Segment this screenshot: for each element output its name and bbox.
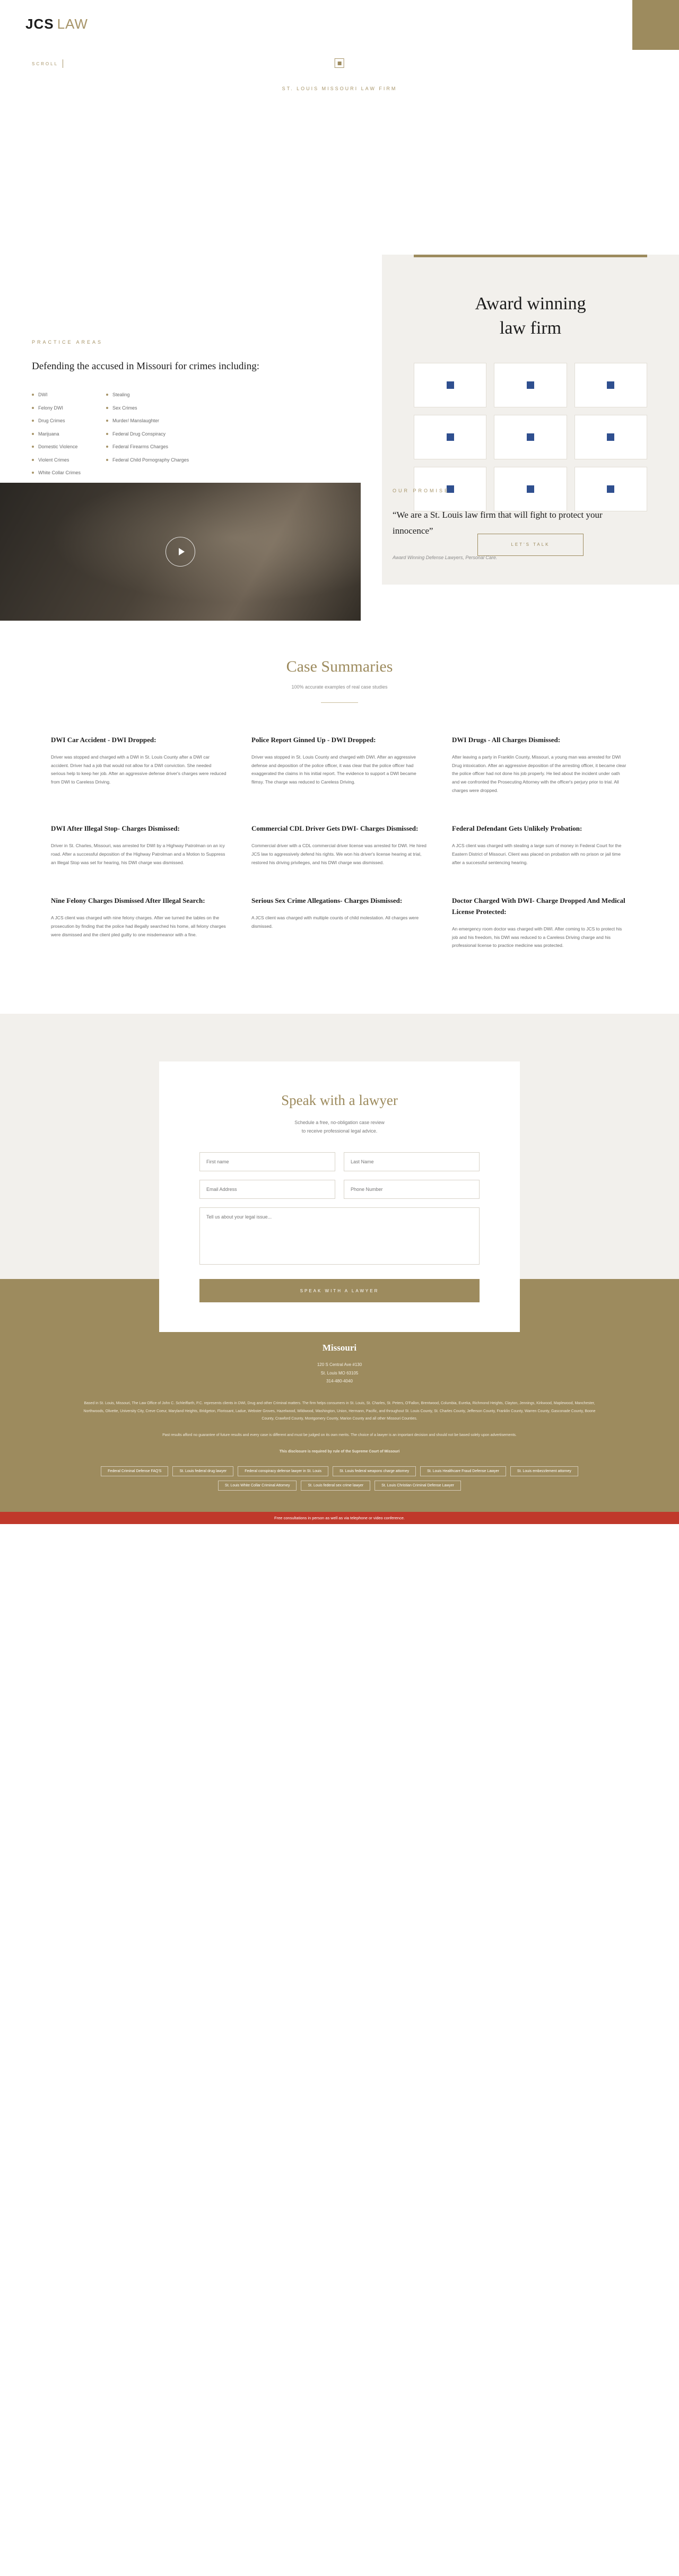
case-item bbox=[452, 823, 628, 867]
footer-disclaimer-one: Based in St. Louis, Missouri, The Law Office of John C. Schleiffarth, P.C. represents clients in DWI, Drug and other Criminal matters. The firm helps consumers in St. Louis, St. Charles, St. Peters, O'Fallon, Brentwood, Columbia, Eureka, Richmond Heights, Clayton, Jennings, Kirkwood, Maplewood, Manchester, Northwoods, Olivette, University City, Creve Coeur, Maryland Heights, Bridgeton, Florissant, Ladue, Webster Groves, Hazelwood, Wildwood, Washington, Union, Hermann, Pacific, and throughout St. Louis County, St. Charles County, Jefferson County, Franklin County, Warren County, Gasconade County, Boone County, Crawford County, Montgomery County, Marion County and all other Missouri Counties. bbox=[83, 1402, 596, 1421]
site-logo[interactable] bbox=[25, 16, 88, 32]
award-title-line1: Award winning bbox=[475, 294, 586, 314]
footer-disclaimer-bold: This disclosure is required by rule of the Supreme Court of Missouri bbox=[279, 1449, 400, 1454]
contact-subtitle-line1: Schedule a free, no-obligation case review bbox=[294, 1120, 385, 1126]
scroll-label: SCROLL bbox=[32, 61, 59, 66]
logo-secondary: LAW bbox=[57, 16, 88, 32]
lets-talk-button[interactable]: LET'S TALK bbox=[477, 534, 584, 556]
case-item bbox=[452, 895, 628, 950]
contact-section bbox=[0, 1014, 679, 1524]
footer-tag[interactable]: St. Louis Christian Criminal Defense Lawyer bbox=[375, 1481, 461, 1491]
badge-seal-icon bbox=[607, 433, 614, 441]
decorative-gold-block bbox=[632, 0, 679, 50]
case-title: Doctor Charged With DWI- Charge Dropped And Medical License Protected: bbox=[452, 897, 625, 916]
contact-card bbox=[159, 1061, 520, 1332]
footer-state: Missouri bbox=[322, 1343, 357, 1353]
contact-form bbox=[199, 1152, 480, 1302]
case-body: Commercial driver with a CDL commercial driver license was arrested for DWI. He hired JCS law to aggressively defend his rights. We won his driver's license hearing at trial, restored his driving privileges, and his DWI charge was dismissed. bbox=[251, 843, 426, 865]
practice-item[interactable]: Federal Child Pornography Charges bbox=[106, 457, 189, 464]
badge-seal-icon bbox=[447, 433, 454, 441]
practice-eyebrow: PRACTICE AREAS bbox=[32, 340, 103, 345]
cases-title: Case Summaries bbox=[286, 658, 393, 675]
practice-item[interactable]: Marijuana bbox=[32, 431, 81, 438]
footer-tag[interactable]: St. Louis Healthcare Fraud Defense Lawyer bbox=[420, 1466, 506, 1476]
award-badge bbox=[414, 363, 486, 407]
case-body: A JCS client was charged with stealing a large sum of money in Federal Court for the Eastern District of Missouri. Client was placed on probation with no prison or jail time after a successful sentencing hearing. bbox=[452, 843, 622, 865]
submit-button[interactable]: SPEAK WITH A LAWYER bbox=[199, 1279, 480, 1302]
award-badge bbox=[494, 415, 567, 459]
award-badge bbox=[574, 415, 647, 459]
case-title: Serious Sex Crime Allegations- Charges Dismissed: bbox=[251, 897, 403, 905]
footer-tag[interactable]: St. Louis federal sex crime lawyer bbox=[301, 1481, 370, 1491]
contact-subtitle bbox=[199, 1118, 480, 1135]
case-item bbox=[251, 735, 428, 795]
footer-tag[interactable]: Federal conspiracy defense lawyer in St. Louis bbox=[238, 1466, 328, 1476]
badge-seal-icon bbox=[527, 433, 534, 441]
promise-quote: “We are a St. Louis law firm that will fight to protect your innocence” bbox=[393, 510, 603, 536]
firm-tagline: ST. LOUIS MISSOURI LAW FIRM bbox=[282, 86, 397, 91]
footer-address bbox=[80, 1361, 599, 1385]
practice-item[interactable]: DWI bbox=[32, 391, 81, 399]
footer-tag[interactable]: Federal Criminal Defense FAQ'S bbox=[101, 1466, 168, 1476]
badge-seal-icon bbox=[607, 381, 614, 389]
case-title: DWI After Illegal Stop- Charges Dismissed: bbox=[51, 824, 180, 833]
video-promise-row bbox=[0, 483, 679, 621]
phone-input[interactable] bbox=[344, 1180, 480, 1199]
award-badge bbox=[494, 363, 567, 407]
footer-tag[interactable]: St. Louis embezzlement attorney bbox=[510, 1466, 578, 1476]
practice-item[interactable]: Federal Firearms Charges bbox=[106, 443, 189, 451]
award-badge bbox=[414, 415, 486, 459]
practice-item[interactable]: Federal Drug Conspiracy bbox=[106, 431, 189, 438]
address-line-1: 120 S Central Ave #130 bbox=[317, 1362, 362, 1368]
case-body: Driver was stopped in St. Louis County and charged with DWI. After an aggressive defense and deposition of the police officer, it was clear that the police officer had exaggerated the claims in his initial report. The evidence to support a DWI became flimsy. The charge was reduced to Careless Driving. bbox=[251, 754, 416, 785]
award-title bbox=[414, 292, 647, 341]
case-body: After leaving a party in Franklin County, Missouri, a young man was arrested for DWI Drug intoxication. After an aggressive deposition of the arresting officer, it became clear the police officer had not done his job properly. He lied about the incident under oath and we confronted the Prosecuting Attorney with the officer's perjury prior to trial. All charges were dropped. bbox=[452, 754, 626, 793]
practice-item[interactable]: Domestic Violence bbox=[32, 443, 81, 451]
practice-list-column-two bbox=[106, 391, 189, 483]
case-grid bbox=[0, 735, 679, 950]
consultation-notice-bar: Free consultations in person as well as via telephone or video conference. bbox=[0, 1512, 679, 1524]
case-item bbox=[51, 735, 227, 795]
case-title: DWI Drugs - All Charges Dismissed: bbox=[452, 736, 561, 744]
practice-areas bbox=[32, 340, 308, 483]
badge-seal-icon bbox=[527, 381, 534, 389]
diamond-mark-icon bbox=[335, 58, 344, 68]
practice-item[interactable]: Stealing bbox=[106, 391, 189, 399]
promise-subtitle: Award Winning Defense Lawyers, Personal Care. bbox=[393, 554, 498, 560]
award-title-line2: law firm bbox=[499, 318, 562, 338]
award-badge bbox=[574, 363, 647, 407]
badge-seal-icon bbox=[447, 381, 454, 389]
overview-section bbox=[0, 255, 679, 626]
footer-tag[interactable]: St. Louis White Collar Criminal Attorney bbox=[218, 1481, 297, 1491]
contact-subtitle-line2: to receive professional legal advice. bbox=[301, 1128, 378, 1134]
hero-section bbox=[0, 0, 679, 255]
promise-eyebrow: OUR PROMISE bbox=[393, 488, 450, 493]
footer-phone[interactable]: 314-480-4040 bbox=[326, 1378, 353, 1383]
case-summaries-section bbox=[0, 626, 679, 1014]
footer-tag[interactable]: St. Louis federal drug lawyer bbox=[172, 1466, 233, 1476]
logo-primary: JCS bbox=[25, 16, 54, 32]
case-body: Driver was stopped and charged with a DWI in St. Louis County after a DWI car accident. Driver had a job that would not allow for a DWI conviction. She needed serious help to keep her job. After an aggressive defense driver's charges were reduced from DWI to Careless Driving. bbox=[51, 754, 227, 785]
case-title: Federal Defendant Gets Unlikely Probation: bbox=[452, 824, 582, 833]
firm-badge bbox=[282, 58, 397, 91]
scroll-indicator bbox=[32, 59, 63, 68]
practice-item[interactable]: Drug Crimes bbox=[32, 417, 81, 425]
contact-title: Speak with a lawyer bbox=[281, 1092, 398, 1109]
case-item bbox=[51, 895, 227, 950]
case-title: Commercial CDL Driver Gets DWI- Charges Dismissed: bbox=[251, 824, 419, 833]
footer-tag[interactable]: St. Louis federal weapons charge attorney bbox=[333, 1466, 416, 1476]
case-title: Nine Felony Charges Dismissed After Illegal Search: bbox=[51, 897, 205, 905]
footer-disclaimer-two: Past results afford no guarantee of future results and every case is different and must be judged on its own merits. The choice of a lawyer is an important decision and should not be based solely upon advertisements. bbox=[162, 1433, 517, 1438]
practice-item[interactable]: Sex Crimes bbox=[106, 405, 189, 412]
case-item bbox=[51, 823, 227, 867]
case-body: A JCS client was charged with multiple counts of child molestation. All charges were dismissed. bbox=[251, 915, 419, 929]
practice-item[interactable]: Murder/ Manslaughter bbox=[106, 417, 189, 425]
case-title: DWI Car Accident - DWI Dropped: bbox=[51, 736, 156, 744]
cases-subtitle: 100% accurate examples of real case studies bbox=[291, 684, 388, 690]
practice-heading: Defending the accused in Missouri for crimes including: bbox=[32, 361, 259, 372]
case-item bbox=[452, 735, 628, 795]
case-item bbox=[251, 895, 428, 950]
practice-item[interactable]: Violent Crimes bbox=[32, 457, 81, 464]
last-name-input[interactable] bbox=[344, 1152, 480, 1171]
first-name-input[interactable] bbox=[199, 1152, 335, 1171]
email-input[interactable] bbox=[199, 1180, 335, 1199]
practice-item[interactable]: White Collar Crimes bbox=[32, 469, 81, 477]
practice-list-column-one bbox=[32, 391, 81, 483]
divider bbox=[321, 702, 358, 703]
play-icon[interactable] bbox=[166, 537, 195, 567]
promise-block bbox=[393, 488, 626, 560]
case-body: An emergency room doctor was charged with DWI. After coming to JCS to protect his job and his freedom, his DWI was reduced to a Careless Driving charge and his professional license to practice medicine was protected. bbox=[452, 926, 622, 948]
case-title: Police Report Ginned Up - DWI Dropped: bbox=[251, 736, 376, 744]
case-body: Driver in St. Charles, Missouri, was arrested for DWI by a Highway Patrolman on an icy road. After a successful deposition of the Highway Patrolman and a Motion to Suppress an Illegal Stop was set for hearing, his DWI charge was dismissed. bbox=[51, 843, 225, 865]
address-line-2: St. Louis MO 63105 bbox=[320, 1370, 359, 1376]
case-item bbox=[251, 823, 428, 867]
footer-tag-list bbox=[80, 1466, 599, 1491]
attorney-video[interactable] bbox=[0, 483, 361, 621]
message-textarea[interactable] bbox=[199, 1207, 480, 1265]
case-body: A JCS client was charged with nine felony charges. After we turned the tables on the prosecution by finding that the police had illegally searched his home, all felony charges were dismissed and the client pled guilty to one misdemeanor with a fine. bbox=[51, 915, 226, 937]
practice-item[interactable]: Felony DWI bbox=[32, 405, 81, 412]
